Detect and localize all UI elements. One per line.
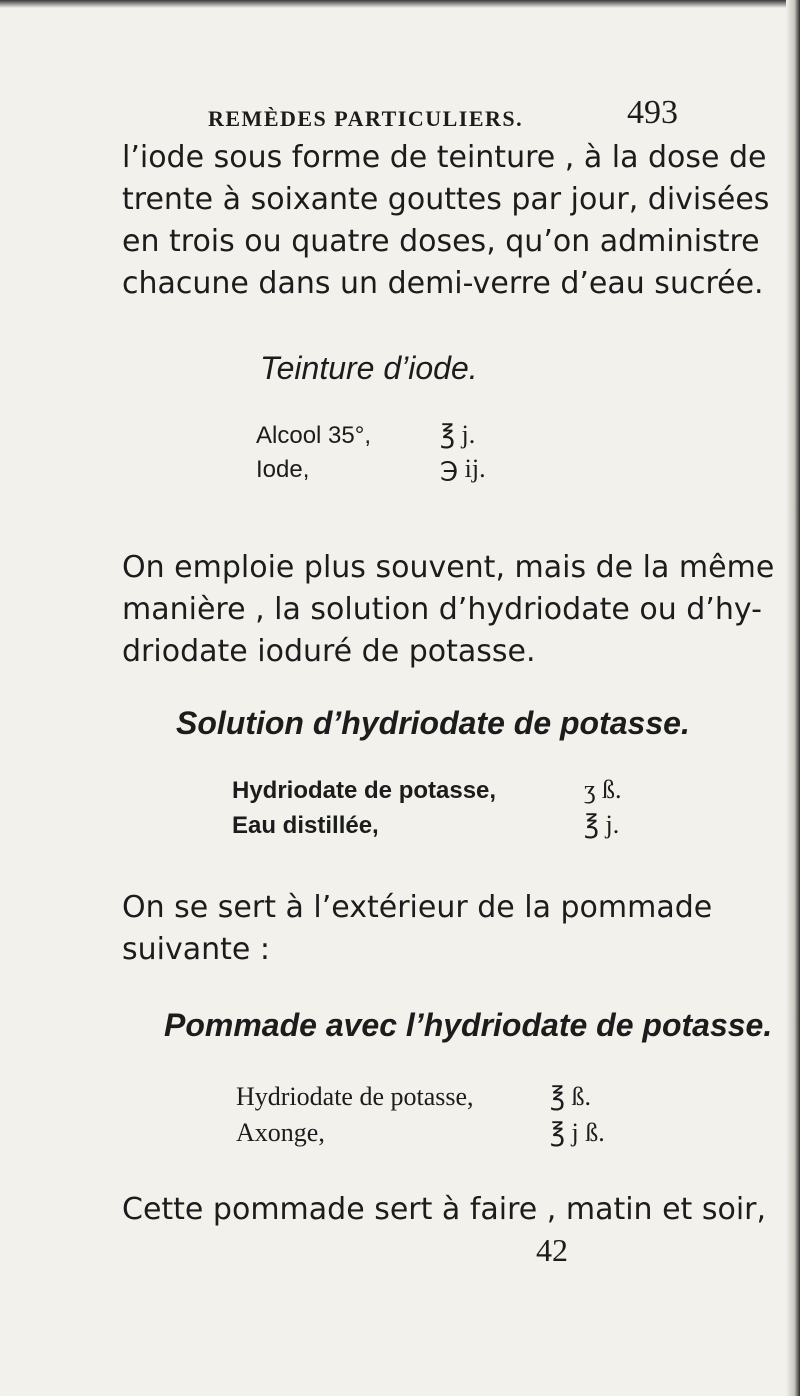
recipe-3-ingredient-2-name: Axonge, xyxy=(236,1118,325,1147)
recipe-2-ingredient-1-qty: ʒ ß. xyxy=(584,775,622,804)
recipe-1-ingredient-2-qty: ℈ ij. xyxy=(440,454,486,483)
paragraph-1-line-1: l’iode sous forme de teinture , à la dose de xyxy=(122,140,767,175)
paragraph-1-line-3: en trois ou quatre doses, qu’on administre xyxy=(122,224,760,259)
recipe-3-ingredient-1-qty: ℥ ß. xyxy=(550,1082,592,1111)
paragraph-4-line-1: Cette pommade sert à faire , matin et soir, xyxy=(122,1192,767,1227)
recipe-1-ingredient-2-name: Iode, xyxy=(256,456,310,483)
recipe-3-ingredient-2-qty: ℥ j ß. xyxy=(550,1118,605,1147)
paragraph-2-line-1: On emploie plus souvent, mais de la même xyxy=(122,550,775,585)
page-header xyxy=(208,94,678,140)
recipe-2-ingredient-2-qty: ℥ j. xyxy=(584,810,620,839)
paragraph-3-line-1: On se sert à l’extérieur de la pommade xyxy=(122,890,713,925)
recipe-2-ingredient-1-name: Hydriodate de potasse, xyxy=(232,777,497,804)
paragraph-2-line-3: driodate ioduré de potasse. xyxy=(122,634,536,669)
paragraph-1-line-2: trente à soixante gouttes par jour, divisées xyxy=(122,182,770,217)
recipe-3-title: Pommade avec l’hydriodate de potasse. xyxy=(164,1007,773,1043)
page-number: 493 xyxy=(627,94,678,131)
paragraph-2-line-2: manière , la solution d’hydriodate ou d’hy- xyxy=(122,592,762,627)
paragraph-1-line-4: chacune dans un demi-verre d’eau sucrée. xyxy=(122,266,764,301)
recipe-1-ingredient-1-qty: ℥ j. xyxy=(440,420,476,449)
recipe-1-title: Teinture d’iode. xyxy=(260,350,478,386)
recipe-3-ingredient-1-name: Hydriodate de potasse, xyxy=(236,1082,474,1111)
signature-mark: 42 xyxy=(536,1232,568,1268)
recipe-2-ingredient-2-name: Eau distillée, xyxy=(232,812,379,839)
running-title: REMÈDES PARTICULIERS. xyxy=(208,106,524,131)
page-top-shadow xyxy=(0,0,800,8)
paragraph-3-line-2: suivante : xyxy=(122,932,270,967)
recipe-1-ingredient-1-name: Alcool 35°, xyxy=(256,422,371,449)
page-right-shadow xyxy=(786,0,800,1396)
recipe-2-title: Solution d’hydriodate de potasse. xyxy=(176,705,690,741)
